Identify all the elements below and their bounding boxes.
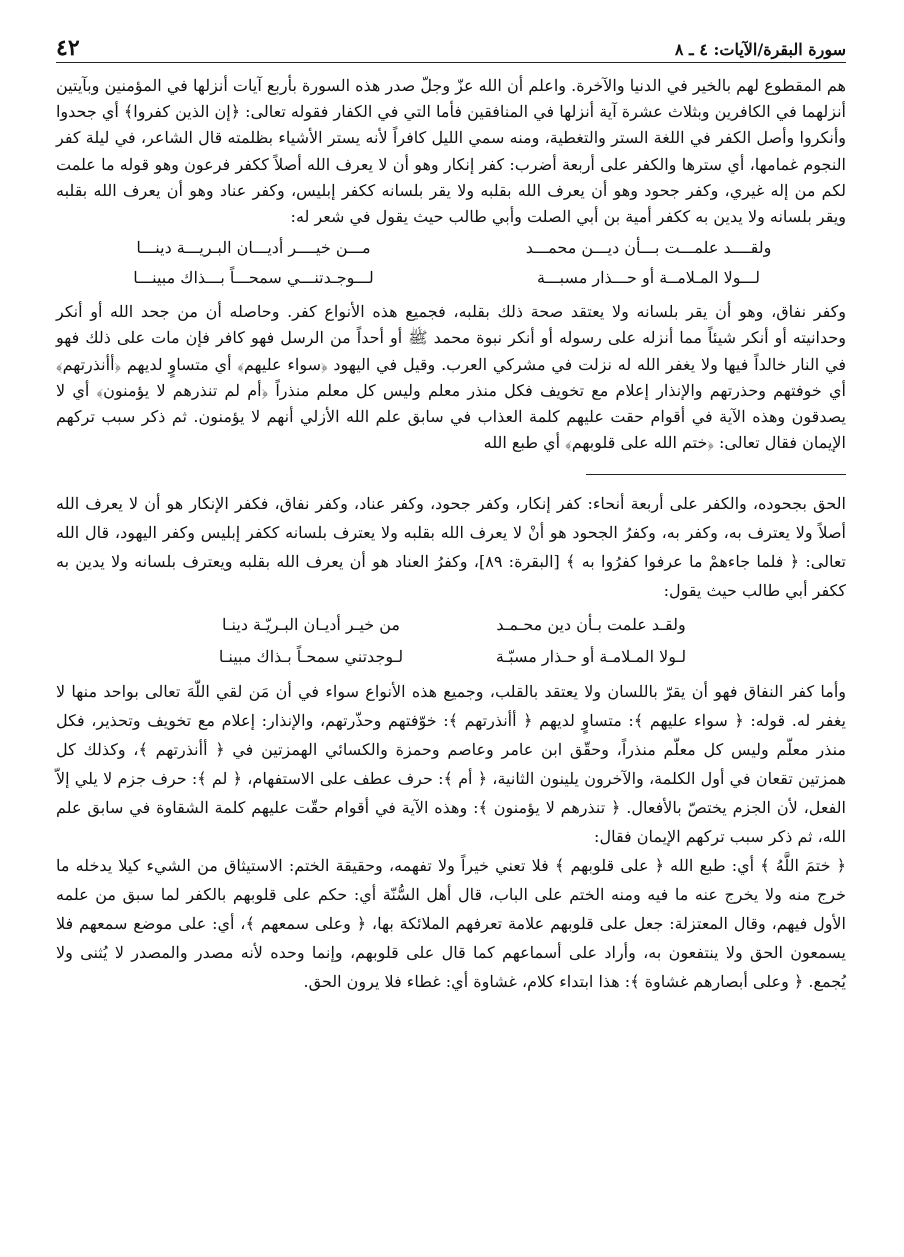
verse-first-hemistich: لـــولا المـلامــة أو حـــذار مسبـــة <box>536 268 760 288</box>
verse-second-hemistich: من خيـر أديـان البـريّـة دينـا <box>221 615 400 635</box>
running-title: سورة البقرة/الآيات: ٤ ـ ٨ <box>674 40 846 59</box>
verse-second-hemistich: لـــوجـدتنـــي سمحـــاً بـــذاك مبينـــا <box>133 268 374 288</box>
commentary-paragraph-2: وأما كفر النفاق فهو أن يقرّ باللسان ولا يعتقد بالقلب، وجميع هذه الأنواع سواء في أن مَن لقي اللّهَ تعالى بواحد منها لا يغفر له. قوله: ﴿ سواء عليهم ﴾: متساوٍ لديهم ﴿ أأنذرتهم ﴾: خوّفتهم وحذّرتهم، والإنذار: إعلام مع تخويف وتحذير، فكل منذر معلّم وليس كل معلّم منذراً، وحقّق ابن عامر وعاصم وحمزة والكسائي الهمزتين في ﴿ أأنذرتهم ﴾، وكذلك كل همزتين تقعان في أول الكلمة، والآخرون يلينون الثانية، ﴿ أم ﴾: حرف عطف على الاستفهام، ﴿ لم ﴾: حرف جزم لا يلي إلاّ الفعل، لأن الجزم يختصّ بالأفعال. ﴿ تنذرهم لا يؤمنون ﴾: وهذه الآية في أقوام حقّت عليهم كلمة الشقاوة في سابق علم الله، ثم ذكر سبب تركهم الإيمان فقال: <box>56 682 847 847</box>
main-poem <box>56 233 846 293</box>
footnote-separator <box>586 474 846 475</box>
verse-first-hemistich: لـولا المـلامـة أو حـذار مسبّـة <box>495 647 687 667</box>
main-paragraph-2: وكفر نفاق، وهو أن يقر بلسانه ولا يعتقد صحة ذلك بقلبه، فجميع هذه الأنواع كفر. وحاصله أن من جحد الله أو أنكر وحدانيته أو أنكر شيئاً مما أنزله على رسوله أو أنكر نبوة محمد ﷺ أو أحداً من الرسل فهو كافر فإن مات على ذلك فهو في النار خالداً فيها ولا يغفر الله له نزلت في مشركي العرب. وقيل في اليهود ﴿سواء عليهم﴾ أي متساوٍ لديهم ﴿أأنذرتهم﴾ أي خوفتهم وحذرتهم والإنذار إعلام مع تخويف فكل منذر معلم وليس كل معلم منذراً ﴿أم لم تنذرهم لا يؤمنون﴾ أي لا يصدقون وهذه الآية في أقوام حقت عليهم كلمة العذاب في سابق علم الله الأزلي أنهم لا يؤمنون. ثم ذكر سبب تركهم الإيمان فقال تعالى: ﴿ختم الله على قلوبهم﴾ أي طبع الله <box>56 302 847 453</box>
verse-first-hemistich: ولقـد علمت بـأن دين محـمـد <box>496 615 686 635</box>
verse-second-hemistich: لـوجدتني سمحـاً بـذاك مبينـا <box>218 647 404 667</box>
verse-first-hemistich: ولقــــد علمـــت بـــأن ديـــن محمـــد <box>525 238 772 258</box>
page-number: ٤٢ <box>56 35 80 61</box>
poem-verse <box>56 641 846 673</box>
main-paragraph-1: هم المقطوع لهم بالخير في الدنيا والآخرة. واعلم أن الله عزّ وجلّ صدر هذه السورة بأربع آيات أنزلها في المؤمنين وبآيتين أنزلهما في الكافرين وبثلاث عشرة آية أنزلها في المنافقين فأما التي في الكفار فقوله تعالى: ﴿إن الذين كفروا﴾ أي جحدوا وأنكروا وأصل الكفر في اللغة الستر والتغطية، ومنه سمي الليل كافراً لأنه يستر الأشياء بظلمته قال الشاعر، في ليلة كفر النجوم غمامها، أي سترها والكفر على أربعة أضرب: كفر إنكار وهو أن لا يعرف الله أصلاً ككفر فرعون وهو قوله ما علمت لكم من إله غيري، وكفر جحود وهو أن يعرف الله بقلبه ولا يقر بلسانه ككفر إبليس، وكفر عناد وهو أن يعرف الله بقلبه ويقر بلسانه ولا يدين به ككفر أمية بن أبي الصلت وأبي طالب حيث يقول في شعر له: <box>55 76 847 227</box>
commentary-paragraph-1: الحق بجحوده، والكفر على أربعة أنحاء: كفر إنكار، وكفر جحود، وكفر عناد، وكفر نفاق، فكفر الإنكار هو أن لا يعرف الله أصلاً ولا يعترف به، وكفر به، وكفرُ الجحود هو أنْ لا يعرف الله بقلبه ولا يعترف بلسانه ككفر إبليس وكفر اليهود، قال الله تعالى: ﴿ فلما جاءهمْ ما عرفوا كفرُوا به ﴾ [البقرة: ٨٩]، وكفرُ العناد هو أن يعرف الله بقلبه ويعترف بلسانه ولا يدين به ككفر أبي طالب حيث يقول: <box>56 494 847 601</box>
commentary-poem <box>56 609 846 673</box>
commentary-text <box>56 489 846 996</box>
page-header <box>56 34 846 63</box>
poem-verse <box>56 233 846 263</box>
poem-verse <box>56 263 846 293</box>
verse-second-hemistich: مـــن خيــــر أديـــان البـريـــة دينـــا <box>136 238 371 258</box>
commentary-paragraph-3: ﴿ ختمَ اللَّهُ ﴾ أي: طبع الله ﴿ على قلوبهم ﴾ فلا تعني خيراً ولا تفهمه، وحقيقة الختم: الاستيثاق من الشيء كيلا يدخله ما خرج منه ولا يخرج عنه ما فيه ومنه الختم على الباب، قال أهل السُّنّة أي: حكم على قلوبهم بالكفر لما سبق من علمه الأول فيهم، وقال المعتزلة: جعل على قلوبهم علامة تعرفهم الملائكة بها، ﴿ وعلى سمعهم ﴾، أي: على موضع سمعهم فلا يسمعون الحق ولا ينتفعون به، وأراد على أسماعهم كما قال على قلوبهم، وإنما وحده لأنه مصدر والمصدر لا يُثنى ولا يُجمع. ﴿ وعلى أبصارهم غشاوة ﴾: هذا ابتداء كلام، غشاوة أي: غطاء فلا يرون الحق. <box>56 856 847 992</box>
poem-verse <box>56 609 846 641</box>
main-text <box>56 73 846 456</box>
